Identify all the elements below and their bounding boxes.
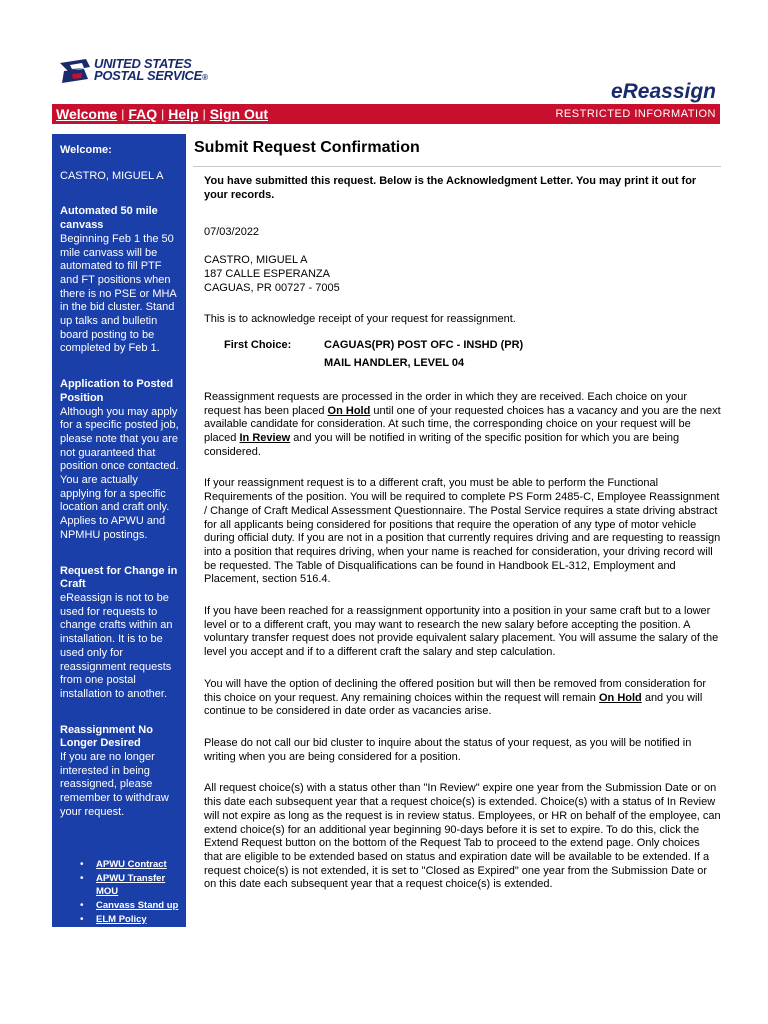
sidebar-notice-body: If you are no longer interested in being reassigned, please remember to withdraw your request. <box>60 751 169 818</box>
sidebar-notice-body: Beginning Feb 1 the 50 mile canvass will be automated to fill PTF and FT positions when there is no PSE or MHA in the bid cluster. Stand up talks and bulletin board posting to be completed by Feb 1. <box>60 232 177 355</box>
acknowledge-text: This is to acknowledge receipt of your request for reassignment. <box>204 313 516 326</box>
restricted-label: RESTRICTED INFORMATION <box>555 108 716 120</box>
sidebar-user-name: CASTRO, MIGUEL A <box>60 169 164 182</box>
on-hold-term: On Hold <box>327 404 371 417</box>
sidebar-notice <box>60 724 179 820</box>
text-run: You will have the option of declining the offered position but will then be removed from consideration for this choice on your request. Any remaining choices within the request will remain <box>204 677 707 704</box>
sidebar-links <box>60 858 179 926</box>
logo-line-1: UNITED STATES <box>94 56 192 71</box>
nav-faq-link[interactable]: FAQ <box>128 106 158 122</box>
first-choice <box>204 337 721 373</box>
nav-help-link[interactable]: Help <box>168 106 199 122</box>
top-nav-bar <box>52 104 720 124</box>
app-brand: eReassign <box>610 80 716 103</box>
sidebar-notice-body: eReassign is not to be used for requests to change crafts within an installation. It is to be used only for reassignment requests from one postal installation to another. <box>60 591 173 700</box>
apwu-contract-link[interactable]: APWU Contract <box>96 858 167 870</box>
canvass-stand-up-link[interactable]: Canvass Stand up <box>96 899 179 911</box>
text-run: and you will be notified in writing of the specific position for which you are being considered. <box>204 432 680 458</box>
elm-policy-link[interactable]: ELM Policy <box>96 913 147 925</box>
nav-separator: | <box>121 107 125 121</box>
decline-paragraph <box>204 678 721 719</box>
sidebar-notice-title: Reassignment No Longer Desired <box>60 723 153 750</box>
address-name: CASTRO, MIGUEL A <box>204 254 308 267</box>
sidebar-link-item <box>60 858 179 871</box>
sidebar-notice <box>60 378 179 542</box>
text-run: and you will continue to be considered in date order as vacancies arise. <box>204 691 703 718</box>
sidebar-notice <box>60 565 179 702</box>
address-city: CAGUAS, PR 00727 - 7005 <box>204 281 340 294</box>
expiration-paragraph: All request choice(s) with a status other than "In Review" expire one year from the Submission Date or on this date each subsequent year that a request choice(s) is extended. Choice(s) with a status of In Review will not expire as long as the request is in review status. Employees, or HR on behalf of the employee, can extend choice(s) for an additional year beginning 90-days before it is set to expire. To do this, click the Extend Request button on the bottom of the Request Tab to proceed to the extend page. Only choices that are eligible to be extended based on status and expiration date will be available to be extended. If a request choice(s) is not extended, it is set to "Closed as Expired" one year from the Submission Date or on this date each subsequent year that a request choice(s) is extended. <box>204 782 721 891</box>
logo-line-2: POSTAL SERVICE <box>94 68 203 83</box>
craft-requirements-paragraph: If your reassignment request is to a different craft, you must be able to perform the Functional Requirements of the position. You will be required to complete PS Form 2485-C, Employee Reassignment / Change of Craft Medical Assessment Questionnaire. The Postal Service requires a state driving abstract for all applicants being considered for positions that require the operation of any type of motor vehicle during official duty. If you are not in a position that currently requires driving and are requesting to reassign into a position that requires driving, when your name is reached for consideration, your driving record will be requested. The Table of Disqualifications can be found in Handbook EL-312, Employment and Placement, section 516.4. <box>204 477 721 586</box>
sidebar-notice <box>60 205 179 356</box>
nav-separator: | <box>161 107 165 121</box>
nav-separator: | <box>202 107 206 121</box>
sidebar-notice-title: Automated 50 mile canvass <box>60 205 158 232</box>
nav-signout-link[interactable]: Sign Out <box>209 106 269 122</box>
main-content <box>193 136 721 892</box>
in-review-term: In Review <box>239 432 291 445</box>
apwu-transfer-mou-link[interactable]: APWU Transfer MOU <box>96 872 166 897</box>
text-run: until one of your requested choices has a vacancy and you are the next available candidate for consideration. At such time, the corresponding choice on your request will be placed <box>204 404 721 445</box>
sidebar-notice-body: Although you may apply for a specific posted job, please note that you are not guaranteed that position once contacted. You are actually applying for a specific location and craft only. Applies to APWU and NPMHU postings. <box>60 405 179 541</box>
address-street: 187 CALLE ESPERANZA <box>204 267 330 280</box>
sidebar-notice-title: Request for Change in Craft <box>60 564 178 591</box>
address-block <box>204 254 721 295</box>
processing-paragraph <box>204 391 721 460</box>
sidebar-welcome-label: Welcome: <box>60 144 112 156</box>
usps-logo <box>60 58 208 84</box>
text-run: Reassignment requests are processed in the order in which they are received. Each choice on your request has been placed <box>204 390 688 417</box>
do-not-call-paragraph: Please do not call our bid cluster to inquire about the status of your request, as you will be notified in writing when you are being considered for a position. <box>204 736 692 763</box>
page-title: Submit Request Confirmation <box>193 136 721 167</box>
acknowledgment-letter <box>193 167 721 892</box>
sidebar <box>52 134 186 927</box>
sidebar-link-item <box>60 913 179 926</box>
first-choice-label: First Choice: <box>224 338 292 351</box>
salary-paragraph: If you have been reached for a reassignment opportunity into a position in your same craft but to a lower level or to a different craft, you may want to research the new salary before accepting the position. A voluntary transfer request does not provide equivalent salary placement. You will assume the salary of the level you accept and if to a different craft the salary and step calculation. <box>204 605 719 659</box>
sidebar-link-item <box>60 872 179 898</box>
on-hold-term: On Hold <box>598 691 642 704</box>
logo-text <box>94 58 208 84</box>
letter-date: 07/03/2022 <box>204 226 260 239</box>
first-choice-value <box>324 337 523 373</box>
intro-text: You have submitted this request. Below is the Acknowledgment Letter. You may print it out for your records. <box>204 175 697 201</box>
sidebar-link-item <box>60 899 179 912</box>
nav-links <box>52 106 268 122</box>
nav-welcome-link[interactable]: Welcome <box>56 106 118 122</box>
sidebar-notice-title: Application to Posted Position <box>60 378 174 404</box>
logo-registered-mark: ® <box>202 73 208 82</box>
first-choice-position: MAIL HANDLER, LEVEL 04 <box>324 356 465 369</box>
usps-eagle-icon <box>60 59 90 83</box>
first-choice-office: CAGUAS(PR) POST OFC - INSHD (PR) <box>324 338 524 351</box>
